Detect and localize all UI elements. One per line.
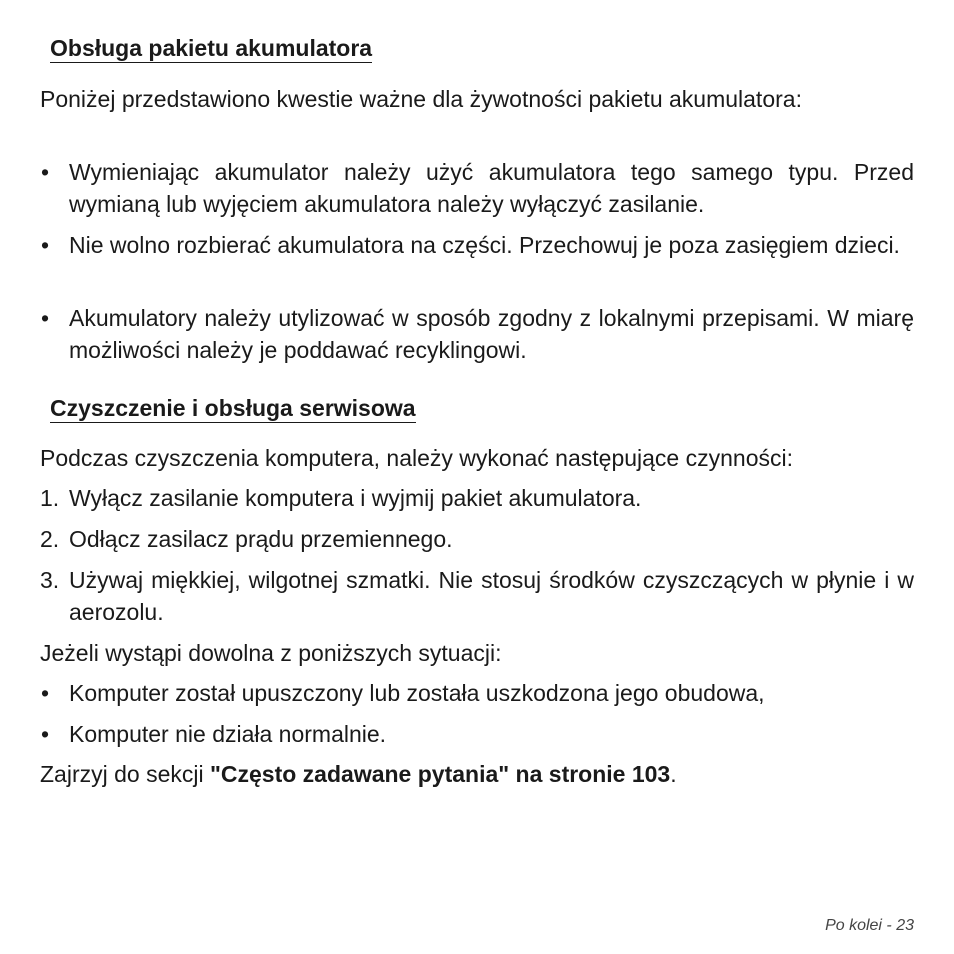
numbered-step	[40, 523, 914, 555]
reference-link[interactable]: "Często zadawane pytania" na stronie 103	[209, 761, 671, 787]
numbered-step	[40, 564, 914, 628]
list-item	[40, 718, 914, 750]
list-item-text: Komputer został upuszczony lub została uszkodzona jego obudowa,	[69, 680, 765, 706]
step-text: Odłącz zasilacz prądu przemiennego.	[69, 526, 453, 552]
list-item-text: Nie wolno rozbierać akumulatora na części. Przechowuj je poza zasięgiem dzieci.	[69, 232, 900, 258]
bullet-marker: •	[41, 680, 50, 706]
step-number: 1.	[40, 485, 60, 511]
list-item-text: Wymieniając akumulator należy użyć akumulatora tego samego typu. Przed wymianą lub wyjęciem akumulatora należy wyłączyć zasilanie.	[69, 159, 914, 217]
step-number: 3.	[40, 567, 60, 593]
list-item-text: Akumulatory należy utylizować w sposób zgodny z lokalnymi przepisami. W miarę możliwości należy je poddawać recyklingowi.	[69, 305, 914, 363]
situations-intro-paragraph: Jeżeli wystąpi dowolna z poniższych sytuacji:	[40, 640, 502, 666]
list-item	[40, 302, 914, 366]
cleaning-intro-paragraph: Podczas czyszczenia komputera, należy wykonać następujące czynności:	[40, 445, 793, 471]
battery-intro-paragraph: Poniżej przedstawiono kwestie ważne dla żywotności pakietu akumulatora:	[40, 86, 802, 112]
list-item	[40, 677, 914, 709]
list-item	[40, 229, 914, 261]
page-number-footer: Po kolei - 23	[825, 917, 914, 934]
bullet-marker: •	[41, 232, 50, 258]
step-text: Używaj miękkiej, wilgotnej szmatki. Nie stosuj środków czyszczących w płynie i w aerozolu.	[69, 567, 914, 625]
section-heading-cleaning: Czyszczenie i obsługa serwisowa	[50, 395, 416, 421]
bullet-marker: •	[41, 721, 50, 747]
list-item	[40, 156, 914, 220]
step-number: 2.	[40, 526, 60, 552]
list-item-text: Komputer nie działa normalnie.	[69, 721, 387, 747]
section-heading-battery: Obsługa pakietu akumulatora	[50, 35, 373, 61]
bullet-marker: •	[41, 305, 50, 331]
numbered-step	[40, 482, 914, 514]
bullet-marker: •	[41, 159, 50, 185]
step-text: Wyłącz zasilanie komputera i wyjmij pakiet akumulatora.	[69, 485, 642, 511]
reference-prefix: Zajrzyj do sekcji	[40, 761, 210, 787]
reference-paragraph	[40, 758, 914, 790]
reference-suffix: .	[670, 761, 677, 787]
